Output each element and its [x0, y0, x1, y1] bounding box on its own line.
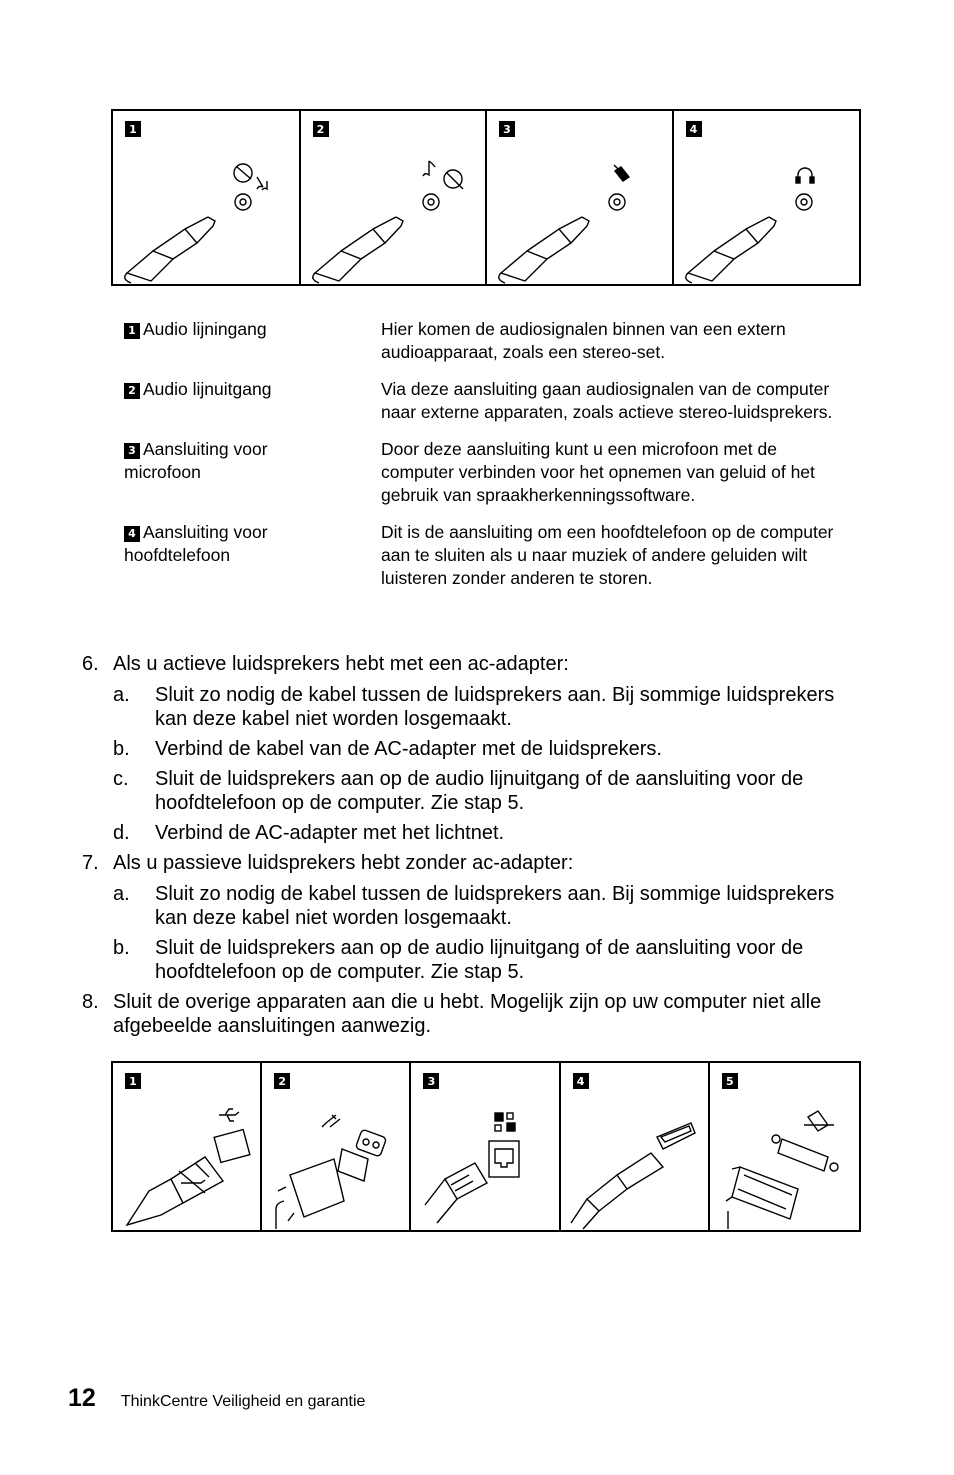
description-row	[124, 438, 844, 507]
panel-number-badge: 1	[125, 1073, 141, 1089]
port-panel-usb	[113, 1063, 262, 1230]
connector-term	[124, 318, 381, 364]
number-badge: 3	[124, 443, 140, 459]
substep-text: Verbind de kabel van de AC-adapter met de luidsprekers.	[155, 738, 662, 760]
connector-description: Door deze aansluiting kunt u een microfoon met de computer verbinden voor het opnemen van geluid of het gebruik van spraakherkenningssoftware.	[381, 439, 815, 505]
audio-panel-line-in	[113, 111, 301, 284]
number-badge: 2	[124, 383, 140, 399]
connector-label: Aansluiting voor microfoon	[124, 439, 268, 482]
panel-number-badge: 2	[274, 1073, 290, 1089]
panel-number-badge: 3	[499, 121, 515, 137]
usb-port-icon	[113, 1063, 261, 1230]
substep-text: Sluit zo nodig de kabel tussen de luidsprekers aan. Bij sommige luidsprekers kan deze kabel niet worden losgemaakt.	[155, 684, 835, 730]
displayport-icon	[561, 1063, 709, 1230]
page-footer	[68, 1384, 365, 1413]
step-number: 7.	[82, 852, 99, 874]
substep-text: Verbind de AC-adapter met het lichtnet.	[155, 822, 505, 844]
connector-label: Aansluiting voor hoofdtelefoon	[124, 522, 268, 565]
substep-letter: a.	[113, 684, 130, 706]
step-number: 6.	[82, 653, 99, 675]
step-7	[82, 851, 862, 875]
port-panel-serial	[262, 1063, 411, 1230]
audio-panel-headphone	[674, 111, 860, 284]
connector-label: Audio lijningang	[143, 319, 267, 339]
substep	[113, 737, 862, 761]
substep-text: Sluit de luidsprekers aan op de audio lijnuitgang of de aansluiting voor de hoofdtelefoon op de computer. Zie stap 5.	[155, 768, 804, 814]
connector-description: Via deze aansluiting gaan audiosignalen van de computer naar externe apparaten, zoals actieve stereo-luidsprekers.	[381, 379, 833, 422]
port-panel-ethernet	[411, 1063, 560, 1230]
step-text: Als u actieve luidsprekers hebt met een ac-adapter:	[113, 653, 569, 675]
document-title: ThinkCentre Veiligheid en garantie	[120, 1393, 366, 1410]
line-in-jack-icon	[113, 111, 299, 284]
substep-letter: b.	[113, 937, 130, 959]
step-text: Als u passieve luidsprekers hebt zonder ac-adapter:	[113, 852, 574, 874]
description-row	[124, 318, 844, 364]
panel-number-badge: 2	[313, 121, 329, 137]
substep	[113, 683, 862, 731]
step-text: Sluit de overige apparaten aan die u hebt. Mogelijk zijn op uw computer niet alle afgebeelde aansluitingen aanwezig.	[113, 991, 822, 1037]
port-panel-displayport	[561, 1063, 710, 1230]
substep	[113, 882, 862, 930]
panel-number-badge: 1	[125, 121, 141, 137]
connector-term	[124, 438, 299, 507]
headphone-jack-icon	[674, 111, 858, 284]
substep	[113, 821, 862, 845]
panel-number-badge: 4	[573, 1073, 589, 1089]
panel-number-badge: 3	[423, 1073, 439, 1089]
substep	[113, 767, 862, 815]
step-6	[82, 652, 862, 676]
audio-panel-microphone	[487, 111, 674, 284]
connector-term	[124, 521, 299, 590]
connector-label: Audio lijnuitgang	[143, 379, 272, 399]
connector-description: Dit is de aansluiting om een hoofdtelefoon op de computer aan te sluiten als u naar muziek of andere geluiden wilt luisteren zonder anderen te storen.	[381, 522, 834, 588]
page-number: 12	[68, 1384, 96, 1412]
substep-text: Sluit zo nodig de kabel tussen de luidsprekers aan. Bij sommige luidsprekers kan deze kabel niet worden losgemaakt.	[155, 883, 835, 929]
parallel-port-icon	[710, 1063, 858, 1230]
ethernet-port-icon	[411, 1063, 559, 1230]
substep-letter: d.	[113, 822, 130, 844]
substep-letter: b.	[113, 738, 130, 760]
connector-term	[124, 378, 381, 424]
connector-description-table	[124, 318, 844, 604]
port-connector-figure	[111, 1061, 861, 1232]
port-panel-parallel	[710, 1063, 859, 1230]
audio-connector-figure	[111, 109, 861, 286]
number-badge: 1	[124, 323, 140, 339]
substep-text: Sluit de luidsprekers aan op de audio lijnuitgang of de aansluiting voor de hoofdtelefoon op de computer. Zie stap 5.	[155, 937, 804, 983]
panel-number-badge: 5	[722, 1073, 738, 1089]
substep	[113, 936, 862, 984]
number-badge: 4	[124, 526, 140, 542]
description-row	[124, 378, 844, 424]
audio-panel-line-out	[301, 111, 488, 284]
substep-letter: a.	[113, 883, 130, 905]
step-8	[82, 990, 862, 1038]
serial-port-icon	[262, 1063, 410, 1230]
instruction-steps	[82, 652, 862, 1045]
substep-letter: c.	[113, 768, 129, 790]
line-out-jack-icon	[301, 111, 486, 284]
step-number: 8.	[82, 991, 99, 1013]
panel-number-badge: 4	[686, 121, 702, 137]
description-row	[124, 521, 844, 590]
connector-description: Hier komen de audiosignalen binnen van een extern audioapparaat, zoals een stereo-set.	[381, 319, 786, 362]
microphone-jack-icon	[487, 111, 672, 284]
